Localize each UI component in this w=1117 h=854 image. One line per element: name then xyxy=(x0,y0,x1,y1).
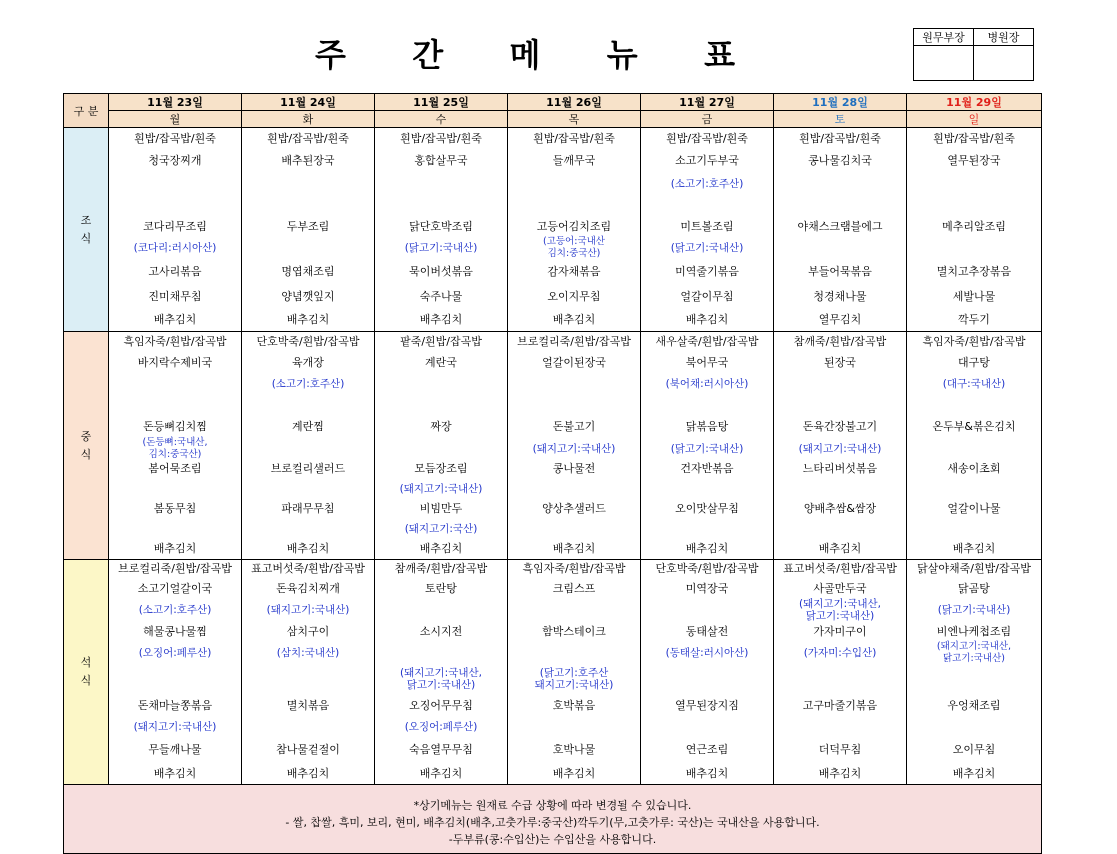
menu-item: 바지락수제비국 xyxy=(137,355,213,369)
origin-note: (돼지고기:국내산) xyxy=(133,721,217,733)
menu-item: 미트볼조림 xyxy=(680,219,734,233)
menu-item: 닭곰탕 xyxy=(958,581,990,595)
menu-item: 청국장찌개 xyxy=(148,154,202,167)
menu-item: 돈채마늘쫑볶음 xyxy=(137,699,213,712)
menu-item: 두부조림 xyxy=(286,219,330,233)
menu-item: 닭볶음탕 xyxy=(685,420,729,433)
menu-item: 봄어묵조림 xyxy=(148,462,202,475)
note-line: *상기메뉴는 원재료 수급 상황에 따라 변경될 수 있습니다. xyxy=(413,798,692,812)
menu-item: 비빔만두 xyxy=(419,502,463,515)
origin-note: (북어채:러시아산) xyxy=(665,377,749,390)
spacer xyxy=(641,479,773,499)
day-of-week: 수 xyxy=(375,111,508,128)
menu-item: 돈육김치찌개 xyxy=(276,581,340,595)
menu-item: 돈육간장불고기 xyxy=(802,420,878,433)
menu-item: 열무된장국 xyxy=(947,154,1001,167)
menu-item: 명엽채조림 xyxy=(281,265,335,278)
origin-note: (돼지고기:국산) xyxy=(404,523,478,535)
menu-item: 양배추쌈&쌈장 xyxy=(803,502,877,515)
day-of-week: 금 xyxy=(641,111,774,128)
menu-item: 얼갈이무침 xyxy=(680,290,734,303)
menu-item: 참나물겉절이 xyxy=(276,743,340,756)
approval-box xyxy=(913,28,1034,81)
spacer xyxy=(375,194,507,216)
menu-item: 배추김치 xyxy=(286,766,330,780)
spacer xyxy=(774,717,906,737)
spacer xyxy=(774,479,906,499)
origin-note: (닭고기:국내산) xyxy=(670,443,744,455)
day-of-week: 화 xyxy=(242,111,375,128)
spacer xyxy=(774,663,906,695)
menu-item: 고사리볶음 xyxy=(148,265,202,278)
menu-cell xyxy=(109,332,242,560)
day-of-week: 일 xyxy=(907,111,1042,128)
menu-item: 배추김치 xyxy=(818,542,862,555)
spacer xyxy=(242,237,374,259)
menu-item: 양상추샐러드 xyxy=(542,502,606,515)
menu-item: 단호박죽/흰밥/잡곡밥 xyxy=(256,335,360,348)
menu-item: 배추김치 xyxy=(286,542,330,555)
menu-item: 배추김치 xyxy=(552,313,596,326)
menu-item: 참깨죽/흰밥/잡곡밥 xyxy=(394,562,488,575)
menu-cell xyxy=(375,128,508,332)
menu-item: 배추김치 xyxy=(153,542,197,555)
spacer xyxy=(508,173,640,194)
menu-item: 오징어무무침 xyxy=(409,699,473,712)
menu-cell xyxy=(242,128,375,332)
note-line: - 쌀, 찹쌀, 흑미, 보리, 현미, 배추김치(배추,고춧가루:중국산)깍두기(무,고춧가루: 국산)는 국내산을 사용합니다. xyxy=(285,815,820,829)
menu-item: 육개장 xyxy=(292,355,324,369)
spacer xyxy=(375,394,507,415)
menu-item: 열무된장지짐 xyxy=(675,699,739,712)
menu-item: 동태살전 xyxy=(685,625,729,638)
menu-item: 멸치볶음 xyxy=(286,699,330,712)
menu-item: 모듬장조림 xyxy=(414,462,468,475)
spacer xyxy=(375,599,507,621)
origin-note: (코다리:러시아산) xyxy=(133,242,217,254)
menu-item: 배추김치 xyxy=(952,542,996,555)
menu-item: 홍합살무국 xyxy=(414,154,468,167)
menu-item: 배추김치 xyxy=(419,542,463,555)
menu-item: 흰밥/잡곡밥/흰죽 xyxy=(267,131,349,145)
menu-item: 삼치구이 xyxy=(286,625,330,638)
menu-item: 배추김치 xyxy=(685,313,729,326)
menu-cell xyxy=(375,560,508,785)
title-char: 표 xyxy=(704,36,735,74)
day-date: 11월 26일 xyxy=(508,94,641,111)
menu-item: 고등어김치조림 xyxy=(536,219,612,233)
spacer xyxy=(242,394,374,415)
menu-item: 표고버섯죽/흰밥/잡곡밥 xyxy=(783,562,897,575)
menu-item: 단호박죽/흰밥/잡곡밥 xyxy=(655,562,759,575)
spacer xyxy=(907,479,1041,499)
day-of-week: 목 xyxy=(508,111,641,128)
menu-cell xyxy=(109,560,242,785)
spacer xyxy=(907,173,1041,194)
menu-item: 고구마줄기볶음 xyxy=(802,699,878,712)
menu-item: 새송이초회 xyxy=(947,462,1001,475)
menu-item: 브로컬리샐러드 xyxy=(270,462,346,475)
spacer xyxy=(109,663,241,695)
spacer xyxy=(641,717,773,737)
menu-item: 호박나물 xyxy=(552,743,596,756)
spacer xyxy=(774,173,906,194)
spacer xyxy=(109,394,241,415)
menu-item: 연근조림 xyxy=(685,743,729,756)
menu-item: 숙음열무무침 xyxy=(409,743,473,756)
menu-item: 세발나물 xyxy=(952,290,996,303)
spacer xyxy=(641,599,773,621)
meal-label: 중 식 xyxy=(64,332,109,560)
spacer xyxy=(774,237,906,259)
footer-notes xyxy=(64,785,1042,854)
origin-note: (돼지고기:국내산) xyxy=(532,443,616,455)
day-of-week: 토 xyxy=(774,111,907,128)
menu-cell xyxy=(508,332,641,560)
title-char: 주 xyxy=(315,36,346,74)
spacer xyxy=(641,194,773,216)
menu-item: 건자반볶음 xyxy=(680,462,734,475)
approval-label: 병원장 xyxy=(974,29,1034,46)
menu-item: 소시지전 xyxy=(419,625,463,638)
origin-note: (닭고기:호주산 돼지고기:국내산) xyxy=(534,667,614,691)
menu-item: 배추김치 xyxy=(952,766,996,780)
approval-sign-field[interactable] xyxy=(974,46,1034,81)
menu-item: 미역장국 xyxy=(685,581,729,595)
meal-label: 석 식 xyxy=(64,560,109,785)
menu-item: 크림스프 xyxy=(552,581,596,595)
menu-item: 감자채볶음 xyxy=(547,265,601,278)
menu-item: 표고버섯죽/흰밥/잡곡밥 xyxy=(251,562,365,575)
spacer xyxy=(508,394,640,415)
day-of-week: 월 xyxy=(109,111,242,128)
origin-note: (오징어:페루산) xyxy=(138,647,212,659)
menu-item: 흑임자죽/흰밥/잡곡밥 xyxy=(123,335,227,348)
menu-item: 비엔나케첩조림 xyxy=(936,625,1012,638)
menu-item: 계란찜 xyxy=(292,420,324,433)
menu-cell xyxy=(375,332,508,560)
spacer xyxy=(907,439,1041,459)
spacer xyxy=(508,599,640,621)
menu-cell xyxy=(641,560,774,785)
menu-item: 묵이버섯볶음 xyxy=(409,265,473,278)
spacer xyxy=(109,373,241,394)
page-title xyxy=(315,30,735,76)
menu-item: 양념깻잎지 xyxy=(281,290,335,303)
menu-item: 오이무침 xyxy=(952,743,996,756)
menu-item: 된장국 xyxy=(824,355,856,369)
menu-item: 코다리무조림 xyxy=(143,219,207,233)
menu-cell xyxy=(242,332,375,560)
menu-item: 미역줄기볶음 xyxy=(675,265,739,278)
spacer xyxy=(774,394,906,415)
spacer xyxy=(641,519,773,539)
approval-sign-field[interactable] xyxy=(914,46,974,81)
menu-item: 브로컬리죽/흰밥/잡곡밥 xyxy=(118,562,232,575)
menu-item: 참깨죽/흰밥/잡곡밥 xyxy=(793,335,887,348)
menu-cell xyxy=(774,128,907,332)
spacer xyxy=(109,479,241,499)
title-char: 뉴 xyxy=(606,36,638,74)
origin-note: (가자미:수입산) xyxy=(803,647,877,659)
spacer xyxy=(774,519,906,539)
menu-item: 돈등뼈김치찜 xyxy=(143,420,207,433)
spacer xyxy=(774,194,906,216)
menu-item: 오이지무침 xyxy=(547,290,601,303)
menu-item: 얼갈이된장국 xyxy=(542,355,606,369)
menu-item: 들깨무국 xyxy=(552,154,596,167)
spacer xyxy=(109,173,241,194)
origin-note: (돼지고기:국내산, 닭고기:국내산) xyxy=(400,667,482,691)
spacer xyxy=(375,643,507,663)
menu-item: 배추김치 xyxy=(685,542,729,555)
menu-cell xyxy=(508,560,641,785)
spacer xyxy=(242,194,374,216)
menu-cell xyxy=(641,128,774,332)
origin-note: (돼지고기:국내산, 닭고기:국내산) xyxy=(799,598,881,622)
spacer xyxy=(907,237,1041,259)
title-char: 메 xyxy=(509,36,541,74)
menu-item: 깍두기 xyxy=(958,313,990,326)
menu-item: 흑임자죽/흰밥/잡곡밥 xyxy=(922,335,1026,348)
menu-item: 흰밥/잡곡밥/흰죽 xyxy=(799,131,881,145)
origin-note: (닭고기:국내산) xyxy=(670,242,744,254)
title-char: 간 xyxy=(412,36,444,74)
menu-cell xyxy=(907,560,1042,785)
spacer xyxy=(907,663,1041,695)
menu-item: 파래무무침 xyxy=(281,502,335,515)
menu-item: 흰밥/잡곡밥/흰죽 xyxy=(400,131,482,145)
spacer xyxy=(508,373,640,394)
weekly-menu-table xyxy=(63,93,1042,854)
menu-item: 배추김치 xyxy=(552,542,596,555)
approval-label: 원무부장 xyxy=(914,29,974,46)
spacer xyxy=(375,173,507,194)
menu-item: 짜장 xyxy=(430,420,452,433)
menu-item: 콩나물전 xyxy=(552,462,596,475)
menu-item: 흰밥/잡곡밥/흰죽 xyxy=(666,131,748,145)
menu-item: 배추된장국 xyxy=(281,154,335,167)
menu-item: 봄동무침 xyxy=(153,502,197,515)
menu-item: 닭살야채죽/흰밥/잡곡밥 xyxy=(917,562,1031,575)
day-date: 11월 28일 xyxy=(774,94,907,111)
spacer xyxy=(242,173,374,194)
spacer xyxy=(109,519,241,539)
menu-cell xyxy=(641,332,774,560)
note-line: -두부류(콩:수입산)는 수입산을 사용합니다. xyxy=(448,832,657,846)
menu-item: 야채스크램블에그 xyxy=(797,219,883,233)
day-date: 11월 27일 xyxy=(641,94,774,111)
menu-item: 진미채무침 xyxy=(148,290,202,303)
menu-item: 열무김치 xyxy=(818,313,862,326)
menu-item: 호박볶음 xyxy=(552,699,596,712)
menu-item: 팥죽/흰밥/잡곡밥 xyxy=(400,335,482,348)
menu-item: 멸치고추장볶음 xyxy=(936,265,1012,278)
menu-item: 토란탕 xyxy=(425,581,457,595)
day-date: 11월 24일 xyxy=(242,94,375,111)
meal-label: 조 식 xyxy=(64,128,109,332)
menu-cell xyxy=(109,128,242,332)
menu-cell xyxy=(774,332,907,560)
day-date: 11월 25일 xyxy=(375,94,508,111)
menu-item: 새우살죽/흰밥/잡곡밥 xyxy=(655,335,759,348)
menu-item: 콩나물김치국 xyxy=(808,154,872,167)
menu-item: 소고기두부국 xyxy=(675,154,739,167)
menu-item: 돈불고기 xyxy=(552,420,596,433)
menu-item: 사골만두국 xyxy=(813,581,867,595)
spacer xyxy=(508,519,640,539)
gubun-header: 구 분 xyxy=(64,94,109,128)
spacer xyxy=(907,717,1041,737)
menu-item: 배추김치 xyxy=(818,766,862,780)
menu-item: 청경채나물 xyxy=(813,290,867,303)
origin-note: (돼지고기:국내산) xyxy=(266,604,350,616)
menu-item: 우엉채조림 xyxy=(947,699,1001,712)
origin-note: (대구:국내산) xyxy=(942,377,1006,390)
spacer xyxy=(641,394,773,415)
menu-item: 닭단호박조림 xyxy=(409,219,473,233)
origin-note: (소고기:호주산) xyxy=(138,604,212,616)
menu-item: 부들어묵볶음 xyxy=(808,265,872,278)
menu-item: 계란국 xyxy=(425,355,457,369)
spacer xyxy=(907,519,1041,539)
menu-item: 대구탕 xyxy=(958,355,990,369)
origin-note: (소고기:호주산) xyxy=(271,377,345,390)
origin-note: (돈등뼈:국내산, 김치:중국산) xyxy=(142,437,208,460)
spacer xyxy=(508,194,640,216)
menu-cell xyxy=(774,560,907,785)
menu-item: 온두부&볶은김치 xyxy=(932,420,1016,433)
menu-item: 더덕무침 xyxy=(818,743,862,756)
origin-note: (닭고기:국내산) xyxy=(404,242,478,254)
menu-item: 얼갈이나물 xyxy=(947,502,1001,515)
menu-item: 소고기얼갈이국 xyxy=(137,581,213,595)
menu-cell xyxy=(242,560,375,785)
origin-note: (동태살:러시아산) xyxy=(665,647,749,659)
spacer xyxy=(641,663,773,695)
spacer xyxy=(508,643,640,663)
menu-item: 배추김치 xyxy=(153,766,197,780)
spacer xyxy=(508,479,640,499)
menu-item: 배추김치 xyxy=(419,313,463,326)
menu-item: 무들깨나물 xyxy=(148,743,202,756)
spacer xyxy=(375,373,507,394)
menu-item: 배추김치 xyxy=(419,766,463,780)
menu-item: 배추김치 xyxy=(286,313,330,326)
spacer xyxy=(242,717,374,737)
menu-item: 북어무국 xyxy=(685,355,729,369)
origin-note: (돼지고기:국내산) xyxy=(399,483,483,495)
spacer xyxy=(242,479,374,499)
menu-item: 숙주나물 xyxy=(419,290,463,303)
menu-item: 브로컬리죽/흰밥/잡곡밥 xyxy=(517,335,631,348)
spacer xyxy=(242,439,374,459)
origin-note: (삼치:국내산) xyxy=(276,647,340,659)
spacer xyxy=(242,519,374,539)
spacer xyxy=(774,373,906,394)
menu-item: 흰밥/잡곡밥/흰죽 xyxy=(933,131,1015,145)
origin-note: (돼지고기:국내산, 닭고기:국내산) xyxy=(936,641,1012,664)
spacer xyxy=(508,717,640,737)
menu-item: 흑임자죽/흰밥/잡곡밥 xyxy=(522,562,626,575)
menu-cell xyxy=(508,128,641,332)
day-date: 11월 23일 xyxy=(109,94,242,111)
origin-note: (닭고기:국내산) xyxy=(937,604,1011,616)
spacer xyxy=(907,194,1041,216)
spacer xyxy=(242,663,374,695)
spacer xyxy=(375,439,507,459)
menu-cell xyxy=(907,332,1042,560)
menu-item: 오이맛살무침 xyxy=(675,502,739,515)
menu-item: 가자미구이 xyxy=(813,625,867,638)
menu-item: 함박스테이크 xyxy=(542,625,606,638)
menu-item: 해물콩나물찜 xyxy=(143,625,207,638)
spacer xyxy=(109,194,241,216)
menu-item: 흰밥/잡곡밥/흰죽 xyxy=(134,131,216,145)
menu-cell xyxy=(907,128,1042,332)
menu-item: 느타리버섯볶음 xyxy=(802,462,878,475)
origin-note: (소고기:호주산) xyxy=(670,177,744,190)
menu-item: 배추김치 xyxy=(552,766,596,780)
day-date: 11월 29일 xyxy=(907,94,1042,111)
origin-note: (고등어:국내산 김치:중국산) xyxy=(543,236,605,259)
menu-item: 흰밥/잡곡밥/흰죽 xyxy=(533,131,615,145)
origin-note: (오징어:페루산) xyxy=(404,721,478,733)
spacer xyxy=(907,394,1041,415)
menu-item: 메추리알조림 xyxy=(942,219,1006,233)
menu-item: 배추김치 xyxy=(153,313,197,326)
menu-item: 배추김치 xyxy=(685,766,729,780)
origin-note: (돼지고기:국내산) xyxy=(798,443,882,455)
